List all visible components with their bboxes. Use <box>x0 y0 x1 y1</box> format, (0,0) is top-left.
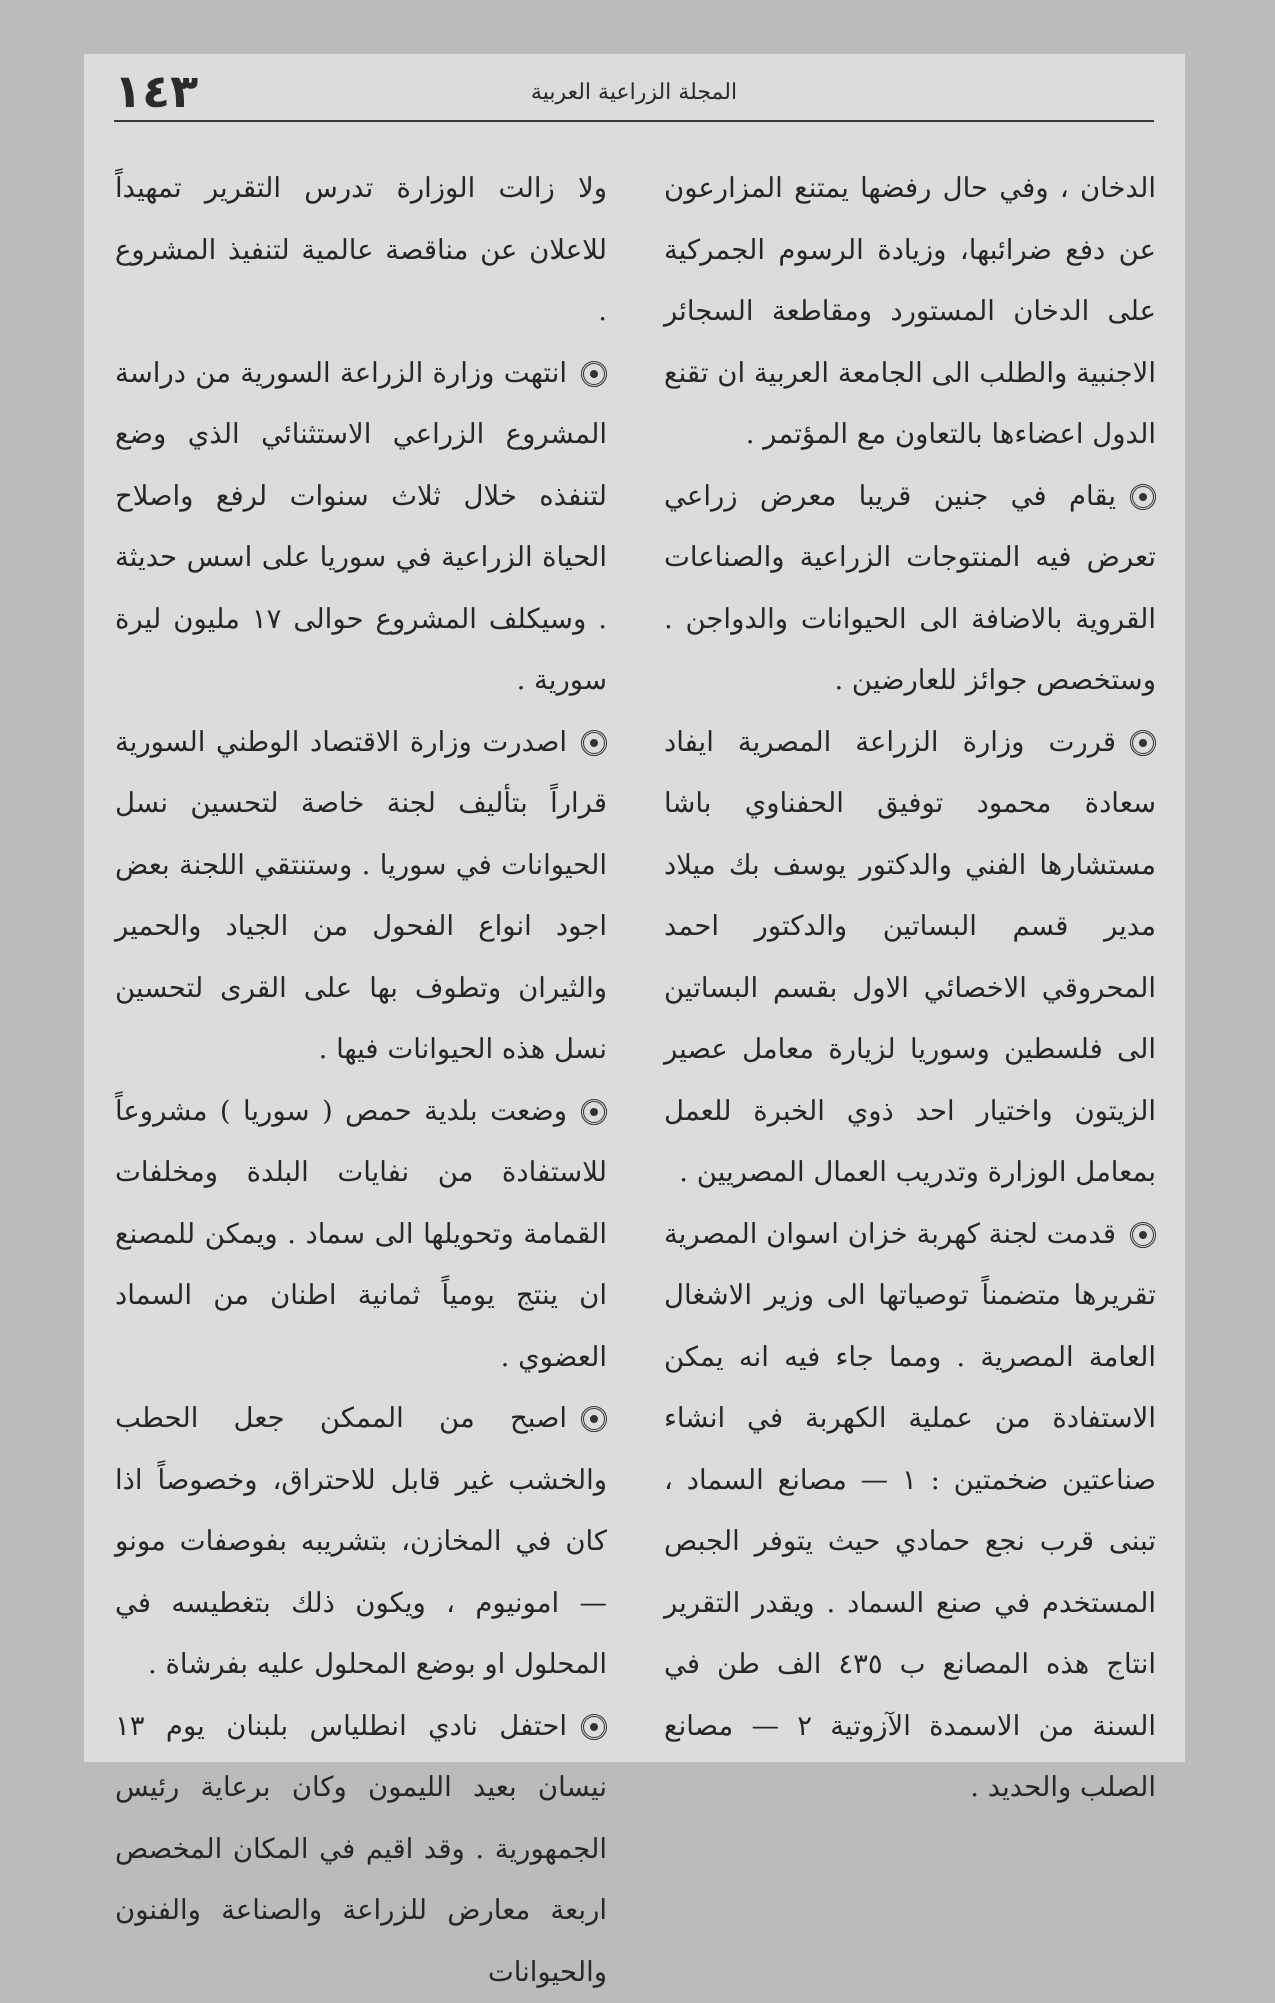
ornament-bullet-icon <box>581 1714 607 1740</box>
news-item <box>664 1204 1156 1819</box>
news-item-text: انتهت وزارة الزراعة السورية من دراسة المشروع الزراعي الاستثنائي الذي وضع لتنفذه خلال ثلاث سنوات لرفع واصلاح الحياة الزراعية في سوريا على اسس حديثة . وسيكلف المشروع حوالى ١٧ مليون ليرة سورية . <box>115 357 607 697</box>
paragraph <box>115 158 607 343</box>
ornament-bullet-icon <box>581 1099 607 1125</box>
news-item <box>115 712 607 1081</box>
news-item-text: قررت وزارة الزراعة المصرية ايفاد سعادة محمود توفيق الحفناوي باشا مستشارها الفني والدكتور يوسف بك ميلاد مدير قسم البساتين والدكتور احمد المحروقي الاخصائي الاول بقسم البساتين الى فلسطين وسوريا لزيارة معامل عصير الزيتون واختيار احد ذوي الخبرة للعمل بمعامل الوزارة وتدريب العمال المصريين . <box>664 726 1156 1189</box>
ornament-bullet-icon <box>1130 730 1156 756</box>
news-item-text: قدمت لجنة كهربة خزان اسوان المصرية تقريرها متضمناً توصياتها الى وزير الاشغال العامة المصرية . ومما جاء فيه انه يمكن الاستفادة من عملية الكهربة في انشاء صناعتين ضخمتين : ١ — مصانع السماد ، تبنى قرب نجع حمادي حيث يتوفر الجبص المستخدم في صنع السماد . ويقدر التقرير انتاج هذه المصانع ب ٤٣٥ الف طن في السنة من الاسمدة الآزوتية ٢ — مصانع الصلب والحديد . <box>664 1218 1156 1804</box>
ornament-bullet-icon <box>1130 1222 1156 1248</box>
news-item-text: يقام في جنين قريبا معرض زراعي تعرض فيه المنتوجات الزراعية والصناعات القروية بالاضافة الى الحيوانات والدواجن . وستخصص جوائز للعارضين . <box>664 480 1156 697</box>
news-item-text: وضعت بلدية حمص ( سوريا ) مشروعاً للاستفادة من نفايات البلدة ومخلفات القمامة وتحويلها الى سماد . ويمكن للمصنع ان ينتج يومياً ثمانية اطنان من السماد العضوي . <box>115 1095 607 1373</box>
news-item <box>115 343 607 712</box>
paragraph <box>664 158 1156 466</box>
news-item <box>664 712 1156 1204</box>
ornament-bullet-icon <box>581 361 607 387</box>
right-column <box>664 158 1156 1819</box>
page-header <box>114 68 1154 122</box>
news-item-text: اصبح من الممكن جعل الحطب والخشب غير قابل للاحتراق، وخصوصاً اذا كان في المخازن، بتشريبه بفوصفات مونو — امونيوم ، ويكون ذلك بتغطيسه في المحلول او بوضع المحلول عليه بفرشاة . <box>115 1402 607 1680</box>
news-item-text: احتفل نادي انطلياس بلبنان يوم ١٣ نيسان بعيد الليمون وكان برعاية رئيس الجمهورية . وقد اقيم في المكان المخصص اربعة معارض للزراعة والصناعة والفنون والحيوانات <box>115 1710 607 1988</box>
page-number: ١٤٣ <box>114 68 198 114</box>
news-item <box>115 1388 607 1696</box>
ornament-bullet-icon <box>581 730 607 756</box>
ornament-bullet-icon <box>1130 484 1156 510</box>
news-item <box>664 466 1156 712</box>
journal-title: المجلة الزراعية العربية <box>114 80 1154 105</box>
paragraph-text: ولا زالت الوزارة تدرس التقرير تمهيداً للاعلان عن مناقصة عالمية لتنفيذ المشروع . <box>115 172 607 327</box>
news-item-text: اصدرت وزارة الاقتصاد الوطني السورية قراراً بتأليف لجنة خاصة لتحسين نسل الحيوانات في سوريا . وستنتقي اللجنة بعض اجود انواع الفحول من الجياد والحمير والثيران وتطوف بها على القرى لتحسين نسل هذه الحيوانات فيها . <box>115 726 607 1066</box>
ornament-bullet-icon <box>581 1406 607 1432</box>
left-column <box>115 158 607 2003</box>
paragraph-text: الدخان ، وفي حال رفضها يمتنع المزارعون عن دفع ضرائبها، وزيادة الرسوم الجمركية على الدخان المستورد ومقاطعة السجائر الاجنبية والطلب الى الجامعة العربية ان تقنع الدول اعضاءها بالتعاون مع المؤتمر . <box>664 172 1156 450</box>
news-item <box>115 1696 607 2003</box>
news-item <box>115 1081 607 1389</box>
